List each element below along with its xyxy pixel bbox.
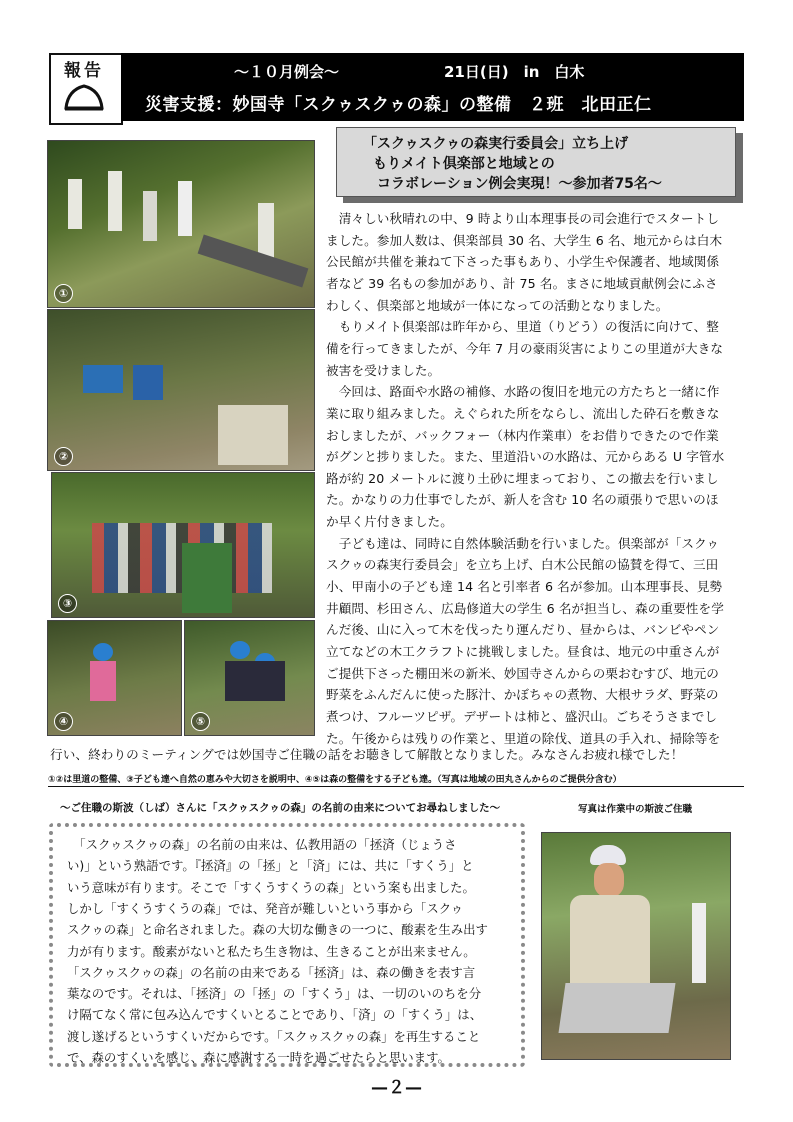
name-origin-line: 渡し遂げるというすくいだからです。「スクゥスクゥの森」を再生すること	[67, 1028, 481, 1044]
photo-child-forest-2	[184, 620, 315, 736]
article-body-line: がグンと捗りました。また、里道沿いの水路は、元からある U 字管水	[326, 449, 725, 465]
article-body-line: 野菜をふんだんに使った豚汁、かぼちゃの煮物、大根サラダ、野菜の	[326, 687, 719, 703]
name-origin-line: スクゥの森」と命名されました。森の大切な働きの一つに、酸素を生み出す	[67, 922, 488, 938]
article-body-line: 立てなどの木工クラフトに挑戦しました。昼食は、地元の中重さんが	[326, 644, 720, 659]
meeting-title: ～１０月例会～	[234, 63, 340, 81]
article-title: 災害支援：妙国寺「スクゥスクゥの森」の整備 ２班 北田正仁	[145, 95, 652, 115]
article-body-line: 路が約 20 メートルに渡り土砂に埋まっており、この撤去を行いまし	[326, 470, 719, 486]
article-body-line: 清々しい秋晴れの中、9 時より山本理事長の司会進行でスタートし	[326, 211, 720, 226]
headline-box	[336, 127, 736, 197]
name-origin-line: 「スクゥスクゥの森」の名前の由来は、仏教用語の「拯済（じょうさ	[67, 837, 457, 852]
article-body-line: スクゥの森実行委員会」を立ち上げ、白木公民館の協賛を得て、三田	[326, 557, 719, 573]
priest-photo-caption: 写真は作業中の斯波ご住職	[578, 804, 693, 815]
headline-line-2: もりメイト倶楽部と地域との	[373, 156, 555, 172]
photo-priest	[541, 832, 731, 1060]
photo-number-5: ⑤	[191, 712, 210, 731]
page-number: —２—	[371, 1078, 422, 1098]
photo-trail-work	[47, 140, 315, 308]
name-origin-line: け隔てなく常に包み込んですくいとることであり、「済」の「すくう」は、	[67, 1007, 483, 1023]
chestnut-icon	[62, 82, 106, 116]
article-body-line: 被害を受けました。	[326, 362, 441, 378]
name-origin-line: い)」という熟語です。『拯済』の「拯」と「済」には、共に「すくう」と	[67, 858, 474, 874]
name-origin-line: で、森のすくいを感じ、森に感謝する一時を過ごせたらと思います。	[67, 1050, 450, 1065]
headline-line-1: 「スクゥスクゥの森実行委員会」立ち上げ	[363, 136, 629, 152]
article-body-line: た。午後からは残りの作業と、里道の除伐、道具の手入れ、掃除等を	[326, 730, 721, 746]
article-body-line: 今回は、路面や水路の補修、水路の復旧を地元の方たちと一緒に作	[326, 384, 720, 400]
article-body-line: もりメイト倶楽部は昨年から、里道（りどう）の復活に向けて、整	[326, 319, 720, 335]
article-body-line: 業に取り組みました。えぐられた所をならし、流出した砕石を敷きな	[326, 405, 720, 421]
name-origin-line: しかし「すくうすくうの森」では、発音が難しいという事から「スクゥ	[67, 900, 464, 916]
article-body-line: 公民館が共催を兼ねて下さった事もあり、小学生や保護者、地域関係	[326, 254, 720, 270]
photo-caption: ①②は里道の整備、③子ども達へ自然の恵みや大切さを説明中、④⑤は森の整備をする子ども達。（写真は地域の田丸さんからのご提供分含む）	[48, 775, 622, 785]
interview-heading: ～ご住職の斯波（しば）さんに「スクゥスクゥの森」の名前の由来についてお尋ねしました～	[60, 802, 501, 814]
article-body-line: た。かなりの力仕事でしたが、新人を含む 10 名の頑張りで思いのほ	[326, 492, 719, 508]
photo-number-1: ①	[54, 284, 73, 303]
article-body-last-line: 行い、終わりのミーティングでは妙国寺ご住職の話をお聴きして解散となりました。みなさんお疲れ様でした！	[50, 747, 684, 762]
name-origin-line: 葉なのです。それは、「拯済」の「拯」の「すくう」は、一切のいのちを分	[67, 986, 482, 1002]
name-origin-line: いう意味が有ります。そこで「すくうすくうの森」という案も出ました。	[67, 879, 475, 895]
photo-trail-repair	[47, 309, 315, 471]
photo-children-lecture	[51, 472, 315, 618]
photo-number-2: ②	[54, 447, 73, 466]
photo-child-forest-1	[47, 620, 182, 736]
article-body-line: ました。参加人数は、倶楽部員 30 名、大学生 6 名、地元からは白木	[326, 232, 723, 248]
article-body-line: 者など 39 名もの参加があり、計 75 名。まさに地域貢献例会にふさ	[326, 275, 718, 291]
article-body-line: 煮つけ、フルーツピザ。デザートは柿と、盛沢山。ごちそうさまでし	[326, 708, 718, 724]
article-body-line: んだ後、山に入って木を伐ったり運んだり、昼からは、バンビやペン	[326, 622, 720, 638]
article-body-line: 備を行ってきましたが、今年 7 月の豪雨災害によりこの里道が大きな	[326, 340, 724, 356]
report-label: 報告	[64, 61, 104, 81]
photo-number-3: ③	[58, 594, 77, 613]
article-body-line: 小、甲南小の子ども達 14 名と引率者 6 名が参加。山本理事長、見勢	[326, 579, 723, 595]
article-body-line: ご提供下さった棚田米の新米、妙国寺さんからの栗おむすび、地元の	[326, 665, 720, 681]
headline-line-3: コラボレーション例会実現！～参加者75名～	[377, 176, 662, 192]
article-body-line: か早く片付きました。	[326, 514, 453, 530]
article-body-line: わしく、倶楽部と地域が一体になっての活動となりました。	[326, 297, 669, 313]
meeting-date-place: 21日(日) in 白木	[444, 63, 585, 81]
article-body-line: おしましたが、バックフォー（林内作業車）をお借りできたので作業	[326, 427, 719, 443]
photo-number-4: ④	[54, 712, 73, 731]
divider	[48, 786, 744, 787]
article-body-line: 子ども達は、同時に自然体験活動を行いました。倶楽部が「スクゥ	[326, 535, 720, 551]
name-origin-line: 「スクゥスクゥの森」の名前の由来である「拯済」は、森の働きを表す言	[67, 964, 476, 980]
article-body-line: 井顧問、杉田さん、広島修道大の学生 6 名が担当し、森の重要性を学	[326, 600, 724, 616]
name-origin-line: 力が有ります。酸素がないと私たち生き物は、生きることが出来ません。	[67, 943, 476, 959]
